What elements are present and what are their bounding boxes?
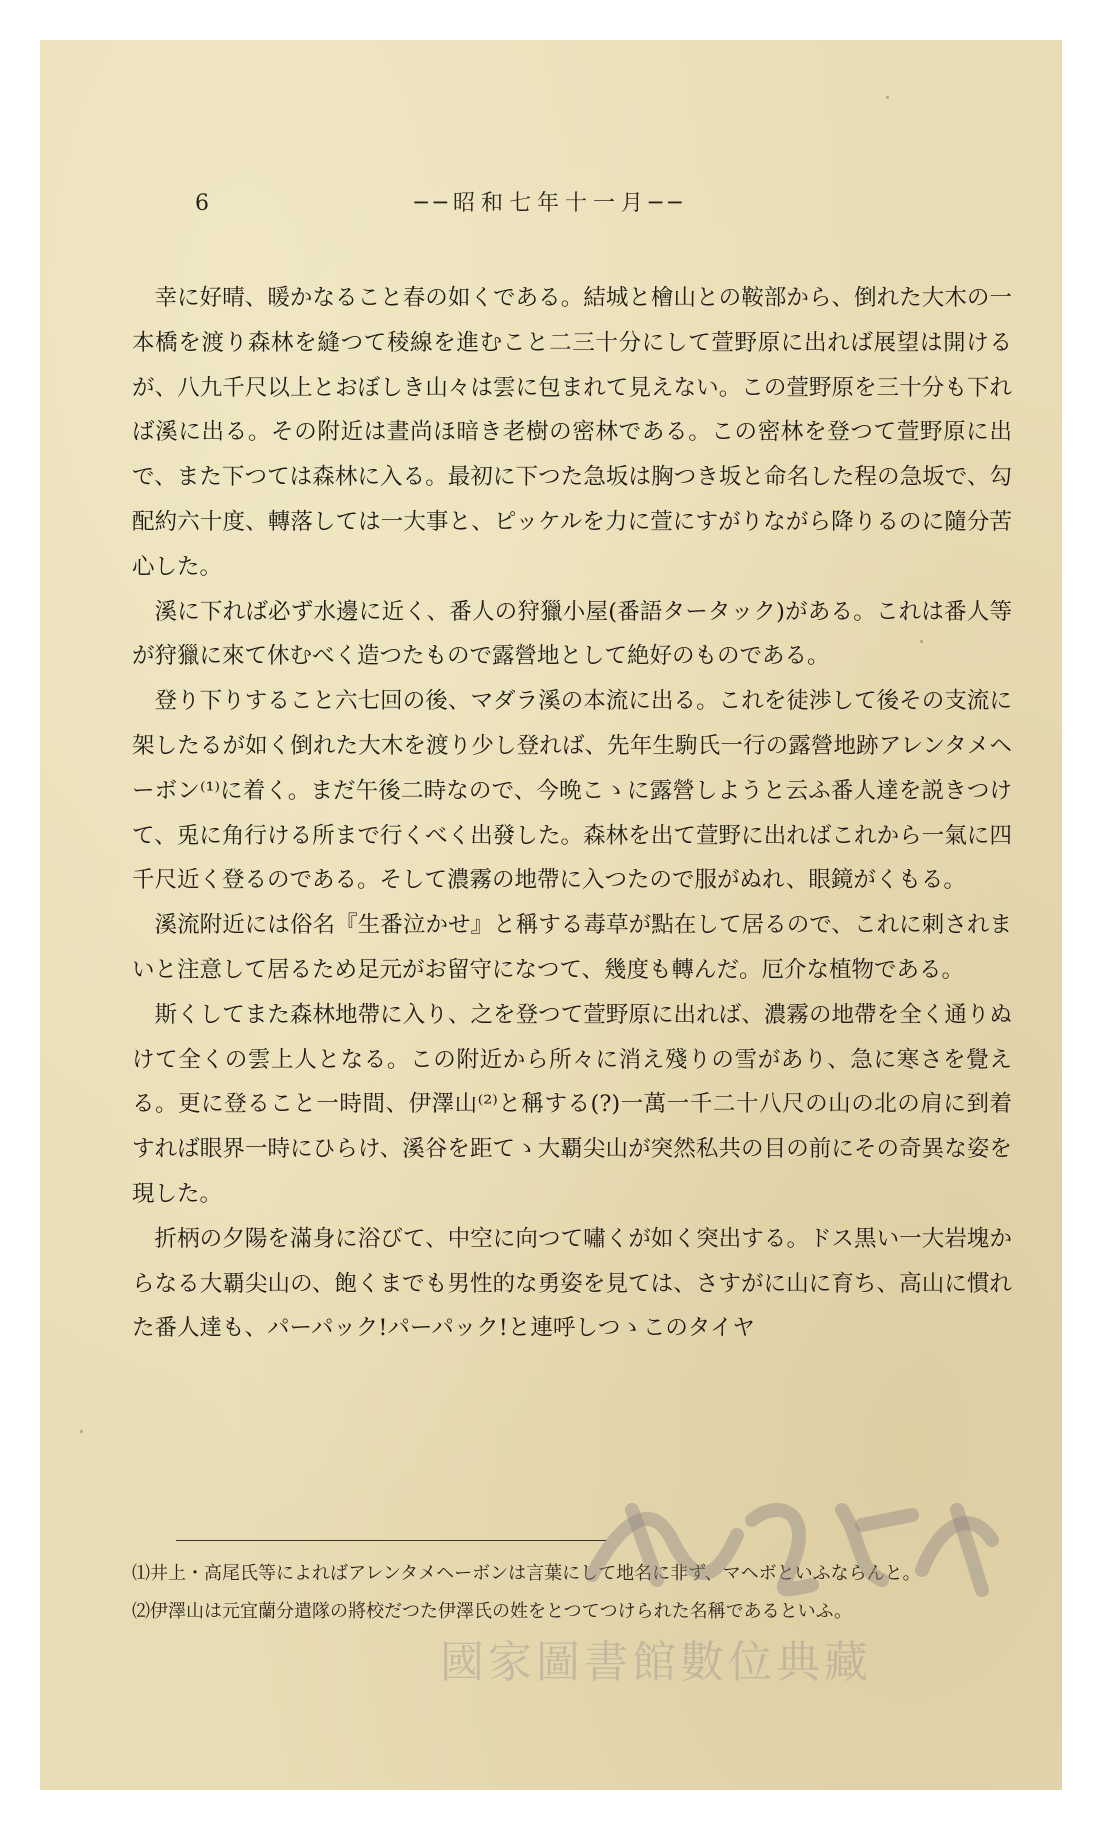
running-head: ──昭和七年十一月──	[414, 191, 688, 216]
paragraph-5: 斯くしてまた森林地帶に入り、之を登つて萱野原に出れば、濃霧の地帶を全く通りぬけて全くの雲上人となる。この附近から所々に消え殘りの雪があり、急に寒さを覺える。更に登ること一時間、伊澤山⁽²⁾と稱する(?)一萬一千二十八尺の山の北の肩に到着すれば眼界一時にひらけ、溪谷を距てゝ大覇尖山が突然私共の目の前にその奇異な姿を現した。	[132, 1001, 1012, 1207]
library-watermark-text: 國家圖書館數位典藏	[440, 1637, 872, 1688]
paragraph-4: 溪流附近には俗名『生番泣かせ』と稱する毒草が點在して居るので、これに刺されまいと注意して居るため足元がお留守になつて、幾度も轉んだ。厄介な植物である。	[132, 912, 1012, 983]
page-header	[150, 182, 952, 226]
page-number: 6	[195, 191, 209, 216]
paragraph-1: 幸に好晴、暖かなること春の如くである。結城と檜山との鞍部から、倒れた大木の一本橋を渡り森林を縫つて稜線を進むこと二三十分にして萱野原に出れば展望は開けるが、八九千尺以上とおぼしき山々は雲に包まれて見えない。この萱野原を三十分も下れば溪に出る。その附近は晝尚ほ暗き老樹の密林である。この密林を登つて萱野原に出で、また下つては森林に入る。最初に下つた急坂は胸つき坂と命名した程の急坂で、勾配約六十度、轉落しては一大事と、ピッケルを力に萱にすがりながら降りるのに隨分苦心した。	[132, 285, 1012, 580]
paragraph-2: 溪に下れば必ず水邊に近く、番人の狩獵小屋(番語タータック)がある。これは番人等が狩獵に來て休むべく造つたもので露營地として絶好のものである。	[132, 598, 1012, 670]
paper-speck	[920, 640, 923, 643]
document-page	[40, 40, 1062, 1790]
footnotes	[132, 1556, 1012, 1632]
footnote-rule	[176, 1540, 606, 1541]
footnote-2: ⑵伊澤山は元宜蘭分遣隊の將校だつた伊澤氏の姓をとつてつけられた名稱であるといふ。	[132, 1601, 852, 1622]
paper-speck	[886, 96, 889, 99]
paragraph-6: 折柄の夕陽を滿身に浴びて、中空に向つて嘯くが如く突出する。ドス黒い一大岩塊からなる大覇尖山の、飽くまでも男性的な勇姿を見ては、さすがに山に育ち、高山に慣れた番人達も、パーパック!パーパック!と連呼しつゝこのタイヤ	[132, 1225, 1012, 1342]
footnote-1: ⑴井上・高尾氏等によればアレンタメヘーボンは言葉にして地名に非ず、マヘボといふならんと。	[132, 1563, 921, 1584]
paper-speck	[80, 1430, 83, 1433]
body-text	[132, 276, 1012, 1351]
paragraph-3: 登り下りすること六七回の後、マダラ溪の本流に出る。これを徒渉して後その支流に架したるが如く倒れた大木を渡り少し登れば、先年生駒氏一行の露營地跡アレンタメヘーボン⁽¹⁾に着く。まだ午後二時なので、今晩こゝに露營しようと云ふ番人達を説きつけて、兎に角行ける所まで行くべく出發した。森林を出て萱野に出ればこれから一氣に四千尺近く登るのである。そして濃霧の地帶に入つたので服がぬれ、眼鏡がくもる。	[132, 688, 1012, 894]
